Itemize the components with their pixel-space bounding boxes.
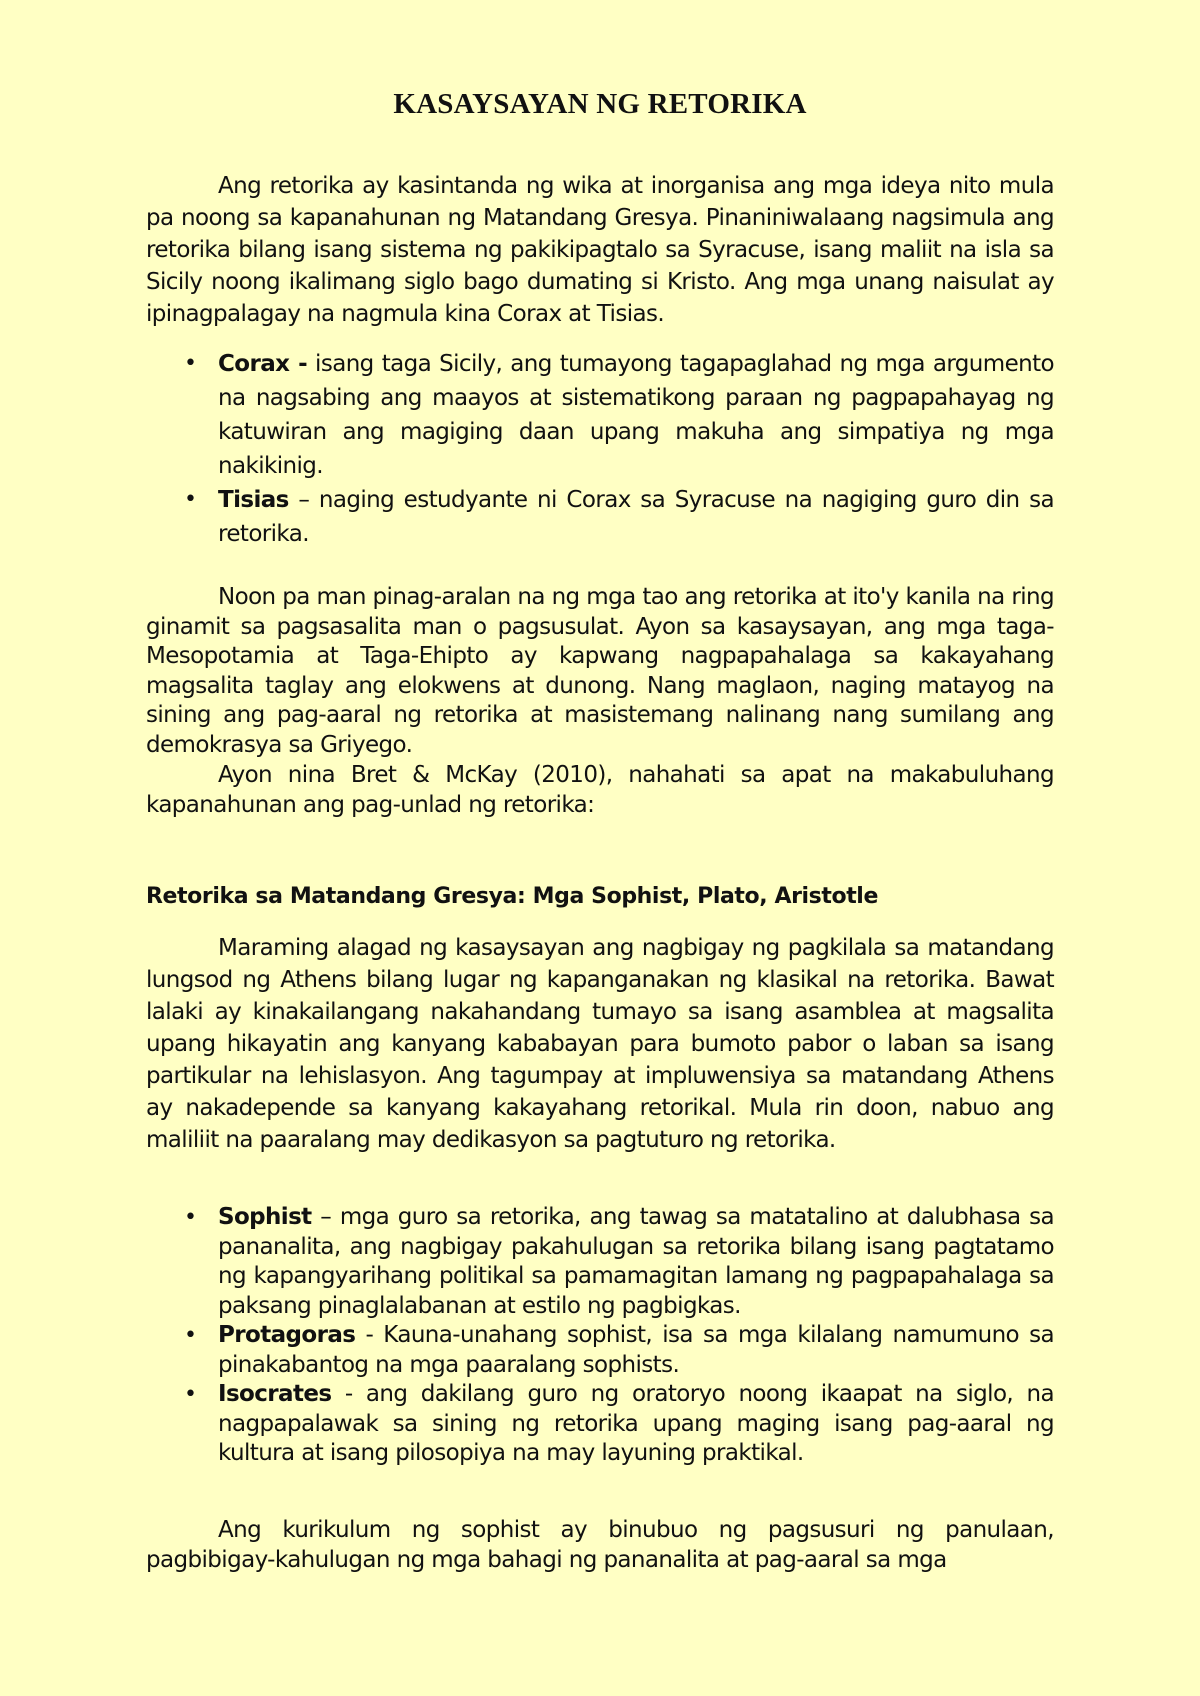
definition-protagoras: - Kauna-unahang sophist, isa sa mga kilalang namumuno sa pinakabantog na mga paaralang sophists.: [218, 1322, 1054, 1378]
list-item-tisias: [146, 483, 1054, 551]
list-sophists: [146, 1203, 1054, 1469]
definition-tisias: – naging estudyante ni Corax sa Syracuse na nagiging guro din sa retorika.: [218, 487, 1054, 547]
term-corax: Corax -: [218, 351, 308, 377]
bullet-icon: •: [184, 1205, 197, 1230]
term-tisias: Tisias: [218, 487, 289, 513]
definition-sophist: – mga guro sa retorika, ang tawag sa matatalino at dalubhasa sa pananalita, ang nagbigay pakahulugan sa retorika bilang isang pagtatamo ng kapangyarihang politikal sa pamamagitan lamang ng pagpapahalaga sa paksang pinaglalabanan at estilo ng pagbigkas.: [218, 1204, 1054, 1319]
bullet-icon: •: [184, 487, 197, 512]
curriculum-paragraph: Ang kurikulum ng sophist ay binubuo ng pagsusuri ng panulaan, pagbibigay-kahulugan ng mga bahagi ng pananalita at pag-aaral sa mga: [146, 1517, 1054, 1573]
list-item-protagoras: [146, 1321, 1054, 1380]
periods-paragraph: Ayon nina Bret & McKay (2010), nahahati sa apat na makabuluhang kapanahunan ang pag-unlad ng retorika:: [146, 762, 1054, 818]
list-item-sophist: [146, 1203, 1054, 1321]
intro-paragraph: Ang retorika ay kasintanda ng wika at inorganisa ang mga ideya nito mula pa noong sa kapanahunan ng Matandang Gresya. Pinaniniwalaang nagsimula ang retorika bilang isang sistema ng pakikipagtalo sa Syracuse, isang maliit na isla sa Sicily noong ikalimang siglo bago dumating si Kristo. Ang mga unang naisulat ay ipinagpalagay na nagmula kina Corax at Tisias.: [146, 173, 1054, 327]
term-isocrates: Isocrates: [218, 1381, 332, 1407]
list-item-isocrates: [146, 1380, 1054, 1469]
definition-isocrates: - ang dakilang guro ng oratoryo noong ikaapat na siglo, na nagpapalawak sa sining ng retorika upang maging isang pag-aaral ng kultura at isang pilosopiya na may layuning praktikal.: [218, 1381, 1054, 1466]
definition-corax: isang taga Sicily, ang tumayong tagapaglahad ng mga argumento na nagsabing ang maayos at sistematikong paraan ng pagpapahayag ng katuwiran ang magiging daan upang makuha ang simpatiya ng mga nakikinig.: [218, 351, 1054, 479]
section-heading: Retorika sa Matandang Gresya: Mga Sophist, Plato, Aristotle: [146, 884, 878, 909]
history-paragraph: Noon pa man pinag-aralan na ng mga tao ang retorika at ito'y kanila na ring ginamit sa pagsasalita man o pagsusulat. Ayon sa kasaysayan, ang mga taga-Mesopotamia at Taga-Ehipto ay kapwang nagpapahalaga sa kakayahang magsalita taglay ang elokwens at dunong. Nang maglaon, naging matayog na sining ang pag-aaral ng retorika at masistemang nalinang nang sumilang ang demokrasya sa Griyego.: [146, 584, 1054, 758]
list-item-corax: [146, 347, 1054, 483]
list-early-rhetoricians: [146, 347, 1054, 551]
term-protagoras: Protagoras: [218, 1322, 356, 1348]
athens-paragraph: Maraming alagad ng kasaysayan ang nagbigay ng pagkilala sa matandang lungsod ng Athens bilang lugar ng kapanganakan ng klasikal na retorika. Bawat lalaki ay kinakailangang nakahandang tumayo sa isang asamblea at magsalita upang hikayatin ang kanyang kababayan para bumoto pabor o laban sa isang partikular na lehislasyon. Ang tagumpay at impluwensiya sa matandang Athens ay nakadepende sa kanyang kakayahang retorikal. Mula rin doon, nabuo ang maliliit na paaralang may dedikasyon sa pagtuturo ng retorika.: [146, 935, 1054, 1153]
bullet-icon: •: [184, 1382, 197, 1407]
page-title: KASAYSAYAN NG RETORIKA: [393, 88, 807, 120]
bullet-icon: •: [184, 1323, 197, 1348]
bullet-icon: •: [184, 351, 197, 376]
term-sophist: Sophist: [218, 1204, 312, 1230]
